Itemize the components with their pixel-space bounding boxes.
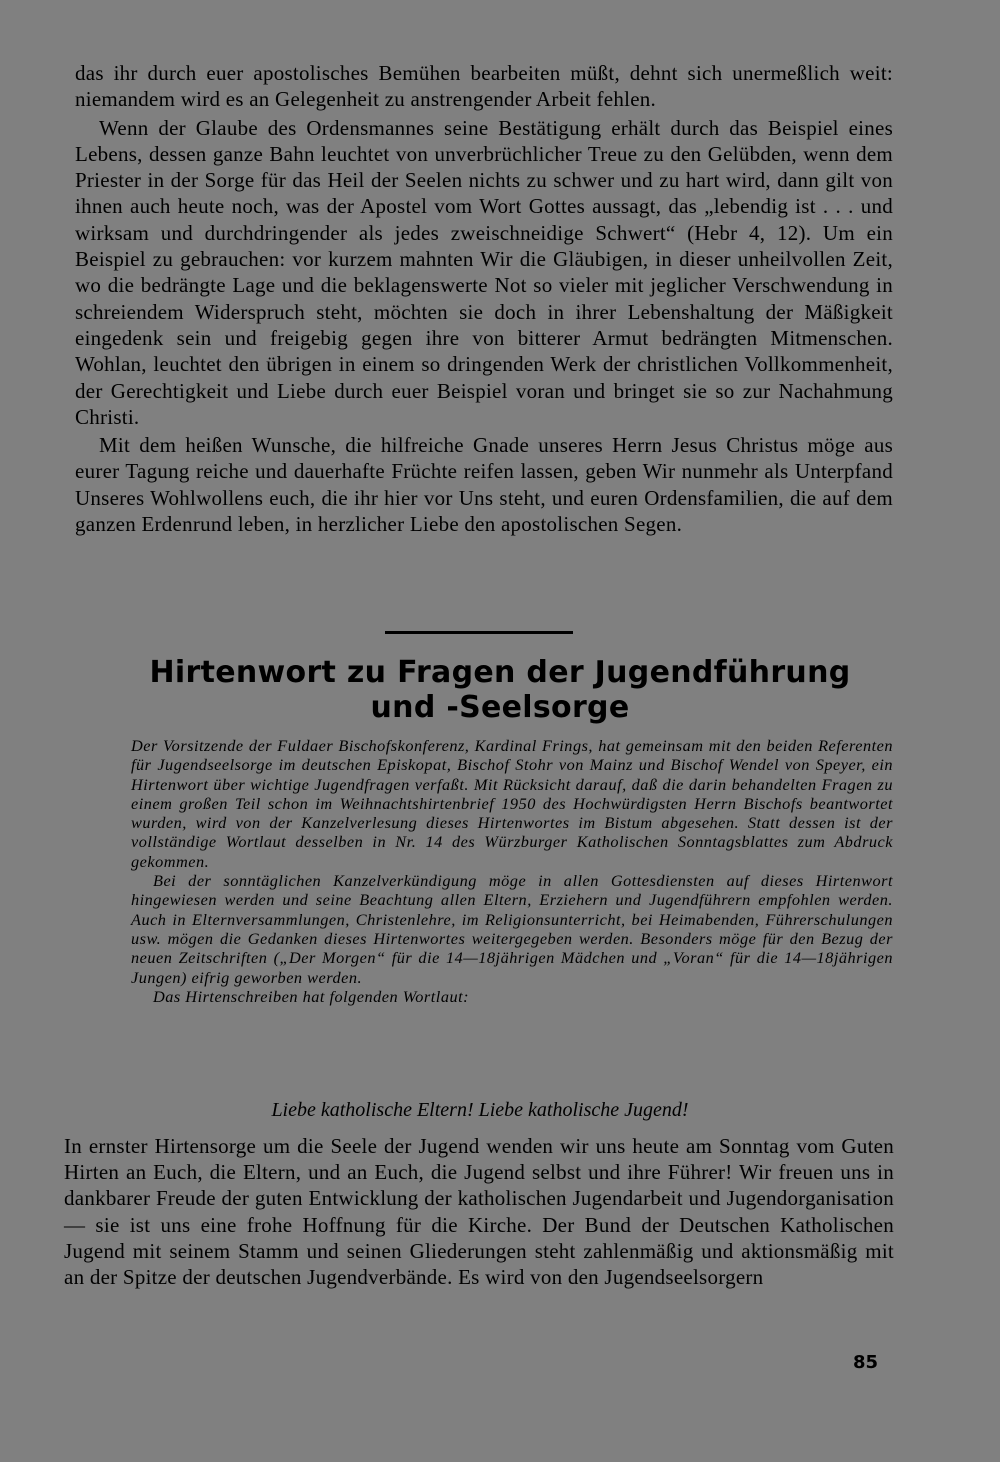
paragraph: Wenn der Glaube des Ordensmannes seine Bestätigung erhält durch das Beispiel eines Lebens, dessen ganze Bahn leuchtet von unverbrüchlicher Treue zu den Gelübden, wenn dem Priester in der Sorge für das Heil der Seelen nichts zu schwer und zu hart wird, dann gilt von ihnen auch heute noch, was der Apostel vom Wort Gottes aussagt, das „lebendig ist . . . und wirksam und durchdringender als jedes zweischneidige Schwert“ (Hebr 4, 12). Um ein Beispiel zu gebrauchen: vor kurzem mahnten Wir die Gläubigen, in dieser unheilvollen Zeit, wo die bedrängte Lage und die beklagenswerte Not so vieler mit jeglicher Verschwendung in schreiendem Widerspruch steht, möchten sie doch in ihrer Lebenshaltung der Mäßigkeit eingedenk sein und freigebig gegen ihre von bitterer Armut bedrängten Mitmenschen. Wohlan, leuchtet den übrigen in einem so dringenden Werk der christlichen Vollkommenheit, der Gerechtigkeit und Liebe durch euer Beispiel voran und bringet sie so zur Nachahmung Christi.: [75, 115, 893, 429]
intro-paragraph: Der Vorsitzende der Fuldaer Bischofskonferenz, Kardinal Frings, hat gemeinsam mit den beiden Referenten für Jugendseelsorge im deutschen Episkopat, Bischof Stohr von Mainz und Bischof Wendel von Speyer, ein Hirtenwort über wichtige Jugendfragen verfaßt. Mit Rücksicht darauf, daß die darin behandelten Fragen zu einem großen Teil schon im Weihnachtshirtenbrief 1950 des Hochwürdigsten Herrn Bischofs beantwortet wurden, wird von der Kanzelverlesung dieses Hirtenwortes im Bistum abgesehen. Statt dessen ist der vollständige Wortlaut desselben in Nr. 14 des Würzburger Katholischen Sonntagsblattes zum Abdruck gekommen.: [131, 736, 893, 871]
salutation: Liebe katholische Eltern! Liebe katholische Jugend!: [271, 1099, 689, 1121]
pastoral-letter-body: [64, 1133, 894, 1290]
paragraph: das ihr durch euer apostolisches Bemühen bearbeiten müßt, dehnt sich unermeßlich weit: niemandem wird es an Gelegenheit zu anstrengender Arbeit fehlen.: [75, 61, 893, 112]
editorial-intro: [131, 736, 893, 1006]
section-divider: [385, 631, 573, 634]
page-number: 85: [853, 1352, 879, 1373]
intro-paragraph: Bei der sonntäglichen Kanzelverkündigung möge in allen Gottesdiensten auf dieses Hirtenwort hingewiesen werden und seine Beachtung allen Eltern, Erziehern und Jugendführern empfohlen werden. Auch in Elternversammlungen, Christenlehre, im Religionsunterricht, bei Heimabenden, Führerschulungen usw. mögen die Gedanken dieses Hirtenwortes weitergegeben werden. Besonders möge für den Bezug der neuen Zeitschriften („Der Morgen“ für die 14—18jährigen Mädchen und „Voran“ für die 14—18jährigen Jungen) eifrig geworben werden.: [131, 871, 893, 987]
section-title-line: und -Seelsorge: [370, 690, 630, 725]
paragraph: In ernster Hirtensorge um die Seele der Jugend wenden wir uns heute am Sonntag vom Guten Hirten an Euch, die Eltern, und an Euch, die Jugend selbst und ihre Führer! Wir freuen uns in dankbarer Freude der guten Entwicklung der katholischen Jugendarbeit und Jugendorganisation — sie ist uns eine frohe Hoffnung für die Kirche. Der Bund der Deutschen Katholischen Jugend mit seinem Stamm und seinen Gliederungen steht zahlenmäßig und aktionsmäßig mit an der Spitze der deutschen Jugendverbände. Es wird von den Jugendseelsorgern: [64, 1134, 894, 1290]
section-title-line: Hirtenwort zu Fragen der Jugendführung: [149, 655, 851, 690]
paragraph: Mit dem heißen Wunsche, die hilfreiche Gnade unseres Herrn Jesus Christus möge aus eurer Tagung reiche und dauerhafte Früchte reifen lassen, geben Wir nunmehr als Unterpfand Unseres Wohlwollens euch, die ihr hier vor Uns steht, und euren Ordensfamilien, die auf dem ganzen Erdenrund leben, in herzlicher Liebe den apostolischen Segen.: [75, 433, 893, 537]
intro-paragraph: Das Hirtenschreiben hat folgenden Wortlaut:: [153, 986, 470, 1006]
letter-conclusion: [75, 60, 893, 537]
section-title: [60, 655, 940, 725]
